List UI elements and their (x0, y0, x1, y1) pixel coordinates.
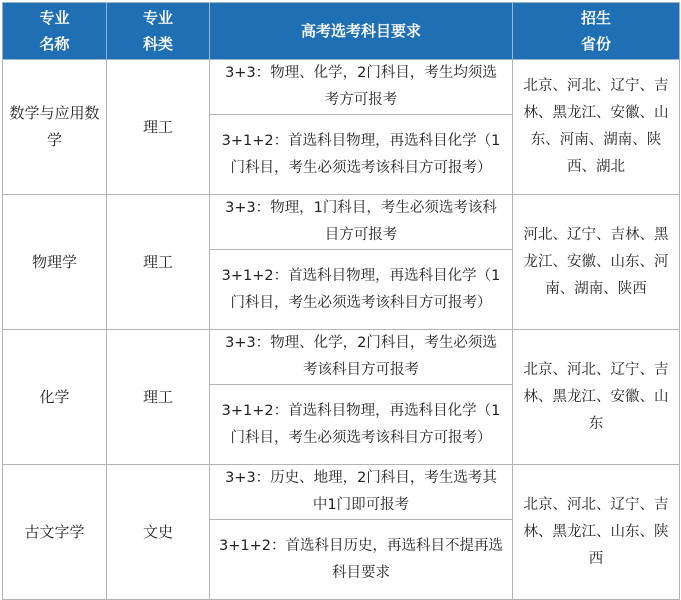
header-category (107, 3, 210, 60)
provinces-cell: 北京、河北、辽宁、吉林、黑龙江、安徽、山东 (513, 330, 680, 465)
table-row (3, 330, 680, 385)
header-major-line2: 名称 (39, 35, 70, 53)
header-category-line1: 专业 (142, 9, 173, 27)
requirement-3plus3-cell: 3+3：物理、化学，2门科目，考生必须选考该科目方可报考 (210, 330, 513, 385)
header-provinces-line2: 省份 (580, 35, 611, 53)
admission-requirements-table (2, 2, 680, 600)
requirement-3plus3-cell: 3+3：物理，1门科目，考生必须选考该科目方可报考 (210, 195, 513, 250)
admission-table-wrapper (2, 2, 680, 600)
provinces-cell: 北京、河北、辽宁、吉林、黑龙江、安徽、山东、河南、湖南、陕西、湖北 (513, 60, 680, 195)
header-provinces-line1: 招生 (580, 9, 611, 27)
requirement-3plus3-cell: 3+3：历史、地理，2门科目，考生选考其中1门即可报考 (210, 465, 513, 520)
major-name-cell: 物理学 (3, 195, 107, 330)
requirement-3plus1plus2-cell: 3+1+2：首选科目历史，再选科目不提再选科目要求 (210, 520, 513, 600)
major-name-cell: 数学与应用数学 (3, 60, 107, 195)
header-provinces (513, 3, 680, 60)
table-row (3, 195, 680, 250)
header-major (3, 3, 107, 60)
header-category-line2: 科类 (142, 35, 173, 53)
provinces-cell: 河北、辽宁、吉林、黑龙江、安徽、山东、河南、湖南、陕西 (513, 195, 680, 330)
major-name-cell: 化学 (3, 330, 107, 465)
table-row (3, 465, 680, 520)
major-category-cell: 文史 (107, 465, 210, 600)
header-major-line1: 专业 (39, 9, 70, 27)
requirement-3plus1plus2-cell: 3+1+2：首选科目物理，再选科目化学（1门科目，考生必须选考该科目方可报考） (210, 115, 513, 195)
header-requirement: 高考选考科目要求 (210, 3, 513, 60)
major-category-cell: 理工 (107, 195, 210, 330)
major-category-cell: 理工 (107, 330, 210, 465)
table-header-row (3, 3, 680, 60)
provinces-cell: 北京、河北、辽宁、吉林、黑龙江、山东、陕西 (513, 465, 680, 600)
requirement-3plus1plus2-cell: 3+1+2：首选科目物理，再选科目化学（1门科目，考生必须选考该科目方可报考） (210, 385, 513, 465)
table-row (3, 60, 680, 115)
requirement-3plus1plus2-cell: 3+1+2：首选科目物理，再选科目化学（1门科目，考生必须选考该科目方可报考） (210, 250, 513, 330)
requirement-3plus3-cell: 3+3：物理、化学，2门科目，考生均须选考方可报考 (210, 60, 513, 115)
major-name-cell: 古文字学 (3, 465, 107, 600)
major-category-cell: 理工 (107, 60, 210, 195)
